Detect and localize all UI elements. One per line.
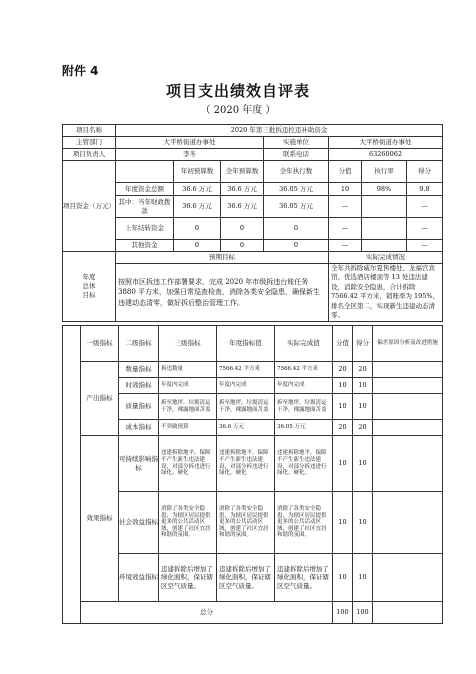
phone-value: 63260062 <box>329 149 443 161</box>
department-value: 大平桥街道办事处 <box>116 137 264 149</box>
funds-row-weight: — <box>329 196 362 218</box>
funds-row-budget-year: 0 <box>221 218 264 240</box>
funds-row-budget-start: 0 <box>174 240 221 252</box>
total-deviation <box>373 602 443 624</box>
funds-label: 项目资金（万元） <box>63 161 116 252</box>
funds-row-budget-year: 0 <box>221 240 264 252</box>
ind-target: 消除了各类安全隐患，为辖区居民提供更多的公共活动区域，创建了社区宜居和谐的氛围。 <box>217 492 275 554</box>
ind-deviation <box>373 362 443 378</box>
ind-level3: 消除了各类安全隐患，为辖区居民提供更多的公共活动区域，创建了社区宜居和谐的氛围。 <box>159 492 217 554</box>
ind-weight: 10 <box>333 554 353 602</box>
funds-row-budget-year: 36.6 万元 <box>221 196 264 218</box>
ind-score: 10 <box>353 554 373 602</box>
funds-row-budget-start: 36.6 万元 <box>174 183 221 196</box>
ind-header-weight: 分值 <box>333 326 353 362</box>
ind-deviation <box>373 420 443 436</box>
ind-header-level3: 三级指标 <box>159 326 217 362</box>
ind-level2: 数量指标 <box>119 362 159 378</box>
leader-value: 李冬 <box>116 149 264 161</box>
ind-target: 年度内完成 <box>217 378 275 394</box>
project-name-value: 2020 年第三批拆违控违补助资金 <box>116 125 443 137</box>
ind-target: 违建拆除后增加了绿化面积，保证辖区空气质量。 <box>217 554 275 602</box>
ind-score: 10 <box>353 378 373 394</box>
ind-weight: 10 <box>333 394 353 420</box>
ind-weight: 10 <box>333 492 353 554</box>
total-weight: 100 <box>333 602 353 624</box>
funds-header-executed: 全年执行数 <box>264 161 329 183</box>
funds-row-score: — <box>407 240 443 252</box>
ind-weight: 20 <box>333 420 353 436</box>
funds-row-rate <box>362 196 407 218</box>
funds-row-budget-start: 36.6 万元 <box>174 196 221 218</box>
ind-level2: 可持续影响指标 <box>119 436 159 492</box>
ind-actual: 拆至地坪，垃圾清运干净，裸露地面苫盖 <box>275 394 333 420</box>
goals-planned-text: 按照市区拆违工作部署要求，完成 2020 年市级拆违台账任务 3880 平方米，加强日常巡查检查，消除各类安全隐患，确保新生违建动态清零，做好拆后整治管理工作。 <box>116 264 329 322</box>
ind-deviation <box>373 492 443 554</box>
indicators-side-blank <box>63 326 81 624</box>
ind-weight: 10 <box>333 436 353 492</box>
ind-level3: 违建拆除地平，保障不产生新生违法建设，对部分拆违进行绿化、硬化 <box>159 436 217 492</box>
attachment-label: 附件 4 <box>62 64 99 78</box>
funds-row-weight: — <box>329 218 362 240</box>
benefit-indicators-label: 效果指标 <box>81 436 119 602</box>
implementer-label: 实施单位 <box>264 137 329 149</box>
funds-row-label: 年度资金总额 <box>116 183 174 196</box>
goals-label: 年度总体目标 <box>63 252 116 322</box>
funds-row-executed: 36.05 万元 <box>264 196 329 218</box>
ind-level2: 时效指标 <box>119 378 159 394</box>
goals-actual-text: 全年共拆除威尔夏售楼处、龙福宫宾馆、优选酒店楼顶等 13 处违法建设，消除安全隐患，合计拆除 7566.42 平方米，销账率为 195%，排名全区第二，实现新生违建动态清零。 <box>329 264 443 322</box>
indicators-table <box>62 325 443 624</box>
ind-level2: 成本指标 <box>119 420 159 436</box>
ind-score: 10 <box>353 436 373 492</box>
funds-header-budget-start: 年初预算数 <box>174 161 221 183</box>
ind-target: 违建拆除地平，保障不产生新生违法建设，对部分拆违进行绿化、硬化 <box>217 436 275 492</box>
ind-score: 20 <box>353 420 373 436</box>
funds-row-budget-start: 0 <box>174 218 221 240</box>
funds-row-label: 其他资金 <box>116 240 174 252</box>
ind-score: 10 <box>353 492 373 554</box>
ind-level3: 不突破预算 <box>159 420 217 436</box>
ind-score: 10 <box>353 394 373 420</box>
phone-label: 联系电话 <box>264 149 329 161</box>
goals-actual-header: 实际完成情况 <box>329 252 443 264</box>
report-year: （ 2020 年度 ） <box>200 105 276 116</box>
page-title: 项目支出绩效自评表 <box>165 82 310 100</box>
ind-header-level2: 二级指标 <box>119 326 159 362</box>
ind-level3: 年度内完成 <box>159 378 217 394</box>
funds-header-blank <box>116 161 174 183</box>
ind-level2: 质量指标 <box>119 394 159 420</box>
ind-level2: 社会效益指标 <box>119 492 159 554</box>
funds-header-weight: 分值 <box>329 161 362 183</box>
department-label: 主管部门 <box>63 137 116 149</box>
ind-actual: 年度内完成 <box>275 378 333 394</box>
ind-score: 20 <box>353 362 373 378</box>
funds-row-rate: 98% <box>362 183 407 196</box>
ind-actual: 违建拆除后增加了绿化面积，保证辖区空气质量。 <box>275 554 333 602</box>
funds-header-score: 得分 <box>407 161 443 183</box>
ind-actual: 36.05 万元 <box>275 420 333 436</box>
funds-row-executed: 0 <box>264 218 329 240</box>
funds-row-executed: 0 <box>264 240 329 252</box>
total-score: 100 <box>353 602 373 624</box>
ind-deviation <box>373 394 443 420</box>
total-label: 总分 <box>81 602 333 624</box>
ind-weight: 20 <box>333 362 353 378</box>
ind-header-score: 得分 <box>353 326 373 362</box>
funds-row-score: — <box>407 218 443 240</box>
funds-row-rate <box>362 240 407 252</box>
funds-row-rate <box>362 218 407 240</box>
funds-row-weight: 10 <box>329 183 362 196</box>
implementer-value: 大平桥街道办事处 <box>329 137 443 149</box>
funds-header-budget-year: 全年预算数 <box>221 161 264 183</box>
ind-target: 7566.42 平方米 <box>217 362 275 378</box>
project-info-table <box>62 124 443 322</box>
funds-row-score: 9.8 <box>407 183 443 196</box>
funds-row-executed: 36.05 万元 <box>264 183 329 196</box>
funds-row-label: 其中：当年财政拨款 <box>116 196 174 218</box>
output-indicators-label: 产出指标 <box>81 362 119 436</box>
ind-target: 36.6 万元 <box>217 420 275 436</box>
ind-level2: 环境效益指标 <box>119 554 159 602</box>
ind-weight: 10 <box>333 378 353 394</box>
funds-header-rate: 执行率 <box>362 161 407 183</box>
ind-header-deviation: 偏差原因分析及改进措施 <box>373 326 443 362</box>
ind-target: 拆至地坪，垃圾清运干净，裸露地面苫盖 <box>217 394 275 420</box>
ind-deviation <box>373 436 443 492</box>
funds-row-label: 上年结转资金 <box>116 218 174 240</box>
funds-row-budget-year: 36.6 万元 <box>221 183 264 196</box>
ind-level3: 拆违数量 <box>159 362 217 378</box>
ind-actual: 违建拆除地平，保障不产生新生违法建设，对部分拆违进行绿化、硬化。 <box>275 436 333 492</box>
ind-deviation <box>373 378 443 394</box>
ind-actual: 7566.42 平方米 <box>275 362 333 378</box>
ind-header-actual: 实际完成值 <box>275 326 333 362</box>
ind-level3: 拆至地坪，垃圾清运干净，裸露地面苫盖 <box>159 394 217 420</box>
goals-planned-header: 预期目标 <box>116 252 329 264</box>
ind-level3: 违建拆除后增加了绿化面积，保证辖区空气质量。 <box>159 554 217 602</box>
leader-label: 项目负责人 <box>63 149 116 161</box>
ind-header-level1: 一级指标 <box>81 326 119 362</box>
ind-deviation <box>373 554 443 602</box>
ind-actual: 消除了各类安全隐患，为辖区居民提供更多的公共活动区域，创建了社区宜居和谐的氛围。 <box>275 492 333 554</box>
funds-row-score: — <box>407 196 443 218</box>
ind-header-target: 年度指标值 <box>217 326 275 362</box>
funds-row-weight: — <box>329 240 362 252</box>
project-name-label: 项目名称 <box>63 125 116 137</box>
